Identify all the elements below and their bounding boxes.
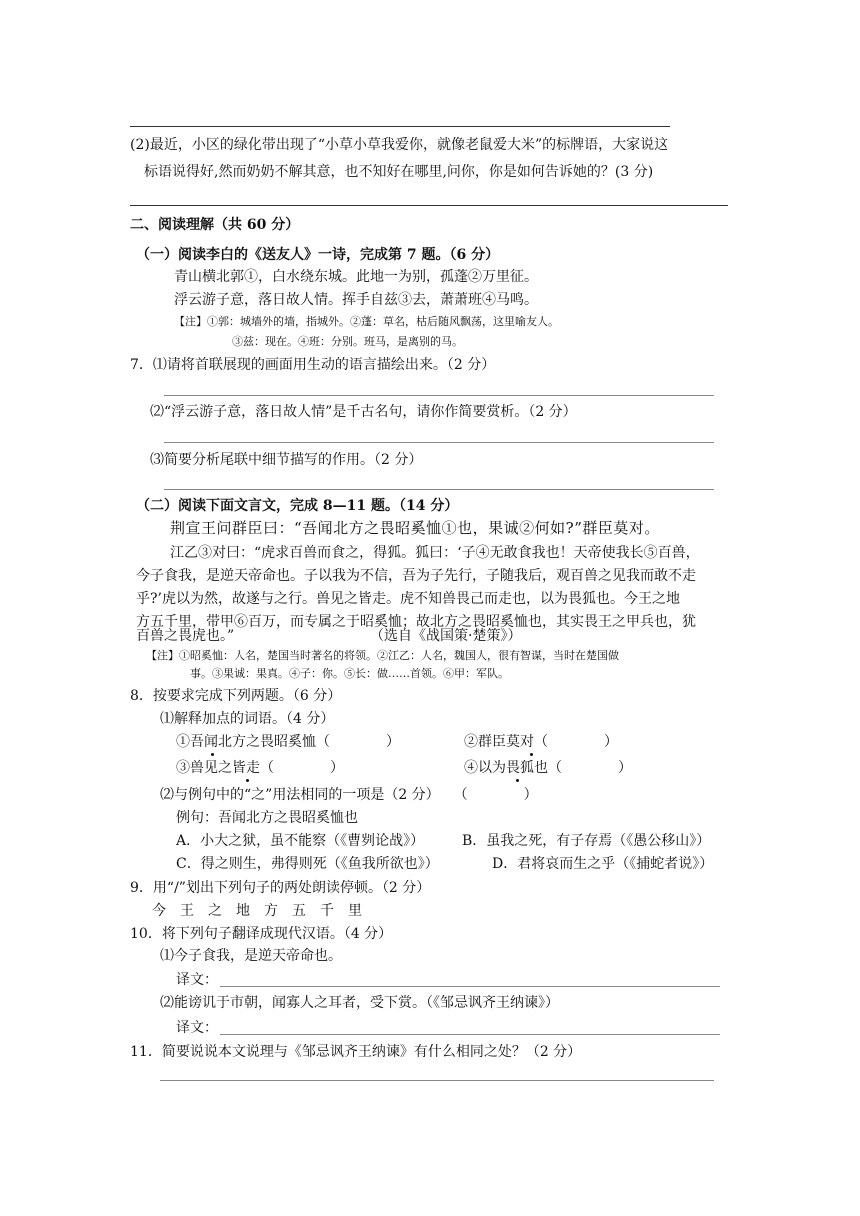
question-10-2: ⑵能谤讥于市朝，闻寡人之耳者，受下赏。（《邹忌讽齐王纳谏》） (160, 995, 559, 1011)
question-8-b: ②群臣莫对（ ） (464, 734, 618, 750)
question-8-d: ④以为畏狐也（ ） (464, 760, 632, 776)
part2-heading: （二）阅读下面文言文，完成 8—11 题。（14 分） (136, 498, 459, 514)
classical-text-1: 荆宣王问群臣曰：“吾闻北方之畏昭奚恤①也，果诚②何如?”群臣莫对。 (170, 519, 660, 537)
part1-heading: （一）阅读李白的《送友人》一诗，完成第 7 题。（6 分） (136, 247, 500, 263)
option-c: C．得之则生，弗得则死（《鱼我所欲也》） (176, 856, 439, 872)
question-7-2: ⑵“浮云游子意，落日故人情”是千古名句，请你作简要赏析。（2 分） (150, 404, 577, 420)
classical-text-5: 方五千里，带甲⑥百万，而专属之于昭奚恤；故北方之畏昭奚恤也，其实畏王之甲兵也，犹 (136, 614, 696, 630)
answer-line (164, 395, 714, 396)
poem-note-2: ③兹：现在。④班：分别。班马，是离别的马。 (232, 335, 463, 348)
translation-label-2: 译文： (176, 1020, 218, 1036)
question-8-2: ⑵与例句中的“之”用法相同的一项是（2 分） （ ） (160, 787, 538, 803)
classical-text-3: 今子食我，是逆天帝命也。子以我为不信，吾为子先行，子随我后，观百兽之见我而敢不走 (136, 568, 696, 584)
question-9-sentence: 今 王 之 地 方 五 千 里 (152, 903, 362, 919)
option-a: A．小大之狱，虽不能察（《曹刿论战》） (176, 833, 425, 849)
section-title: 二、阅读理解（共 60 分） (130, 217, 300, 233)
question-2-cont: 标语说得好,然而奶奶不解其意，也不知好在哪里,问你，你是如何告诉她的？(3 分) (144, 164, 654, 180)
answer-line (164, 442, 714, 443)
classical-note-1: 【注】①昭奚恤：人名，楚国当时著名的将领。②江乙：人名，魏国人，很有智谋，当时在楚国做 (146, 649, 619, 662)
question-8-a: ①吾闻北方之畏昭奚恤（ ） (176, 734, 400, 750)
classical-text-4: 乎?’虎以为然，故遂与之行。兽见之皆走。虎不知兽畏己而走也，以为畏狐也。今王之地 (136, 591, 680, 607)
question-10-1: ⑴今子食我，是逆天帝命也。 (160, 948, 342, 964)
poem-line-2: 浮云游子意，落日故人情。挥手自兹③去，萧萧班④马鸣。 (174, 292, 538, 308)
poem-line-1: 青山横北郭①，白水绕东城。此地一为别，孤蓬②万里征。 (174, 269, 538, 285)
emphasis-dot (530, 753, 533, 756)
translation-label-1: 译文： (176, 972, 218, 988)
question-9: 9．用“/”划出下列句子的两处朗读停顿。（2 分） (130, 880, 431, 896)
question-8-1: ⑴解释加点的词语。（4 分） (160, 711, 335, 727)
question-7-1: 7．⑴请将首联展现的画面用生动的语言描绘出来。（2 分） (130, 357, 496, 373)
classical-note-2: 事。③果诚：果真。④子：你。⑤长：做……首领。⑥甲：军队。 (190, 667, 509, 680)
answer-line (164, 489, 714, 490)
emphasis-dot (211, 753, 214, 756)
question-10: 10．将下列句子翻译成现代汉语。（4 分） (130, 926, 393, 942)
question-11: 11．简要说说本文说理与《邹忌讽齐王纳谏》有什么相同之处？（2 分） (130, 1044, 582, 1060)
question-8-example: 例句：吾闻北方之畏昭奚恤也 (176, 810, 358, 826)
answer-line (130, 205, 728, 206)
answer-line (130, 126, 670, 127)
classical-text-2: 江乙③对曰：“虎求百兽而食之，得狐。狐曰：‘子④无敢食我也！天帝使我长⑤百兽， (170, 545, 700, 561)
option-d: D．君将哀而生之乎（《捕蛇者说》） (492, 856, 714, 872)
emphasis-dot (246, 779, 249, 782)
answer-line (160, 1080, 714, 1081)
classical-text-6: 百兽之畏虎也。” (136, 628, 235, 644)
question-2: (2)最近，小区的绿化带出现了“小草小草我爱你，就像老鼠爱大米”的标牌语，大家说这 (130, 137, 669, 153)
question-8-c: ③兽见之皆走（ ） (176, 760, 344, 776)
emphasis-dot (516, 779, 519, 782)
classical-source: （选自《战国策·楚策》） (370, 628, 522, 644)
poem-note-1: 【注】①郭：城墙外的墙，指城外。②蓬：草名，枯后随风飘荡，这里喻友人。 (174, 315, 559, 328)
answer-line (220, 1034, 720, 1035)
question-7-3: ⑶简要分析尾联中细节描写的作用。（2 分） (150, 452, 423, 468)
option-b: B．虽我之死，有子存焉（《愚公移山》） (462, 833, 711, 849)
question-8: 8．按要求完成下列两题。（6 分） (130, 688, 342, 704)
answer-line (220, 986, 720, 987)
